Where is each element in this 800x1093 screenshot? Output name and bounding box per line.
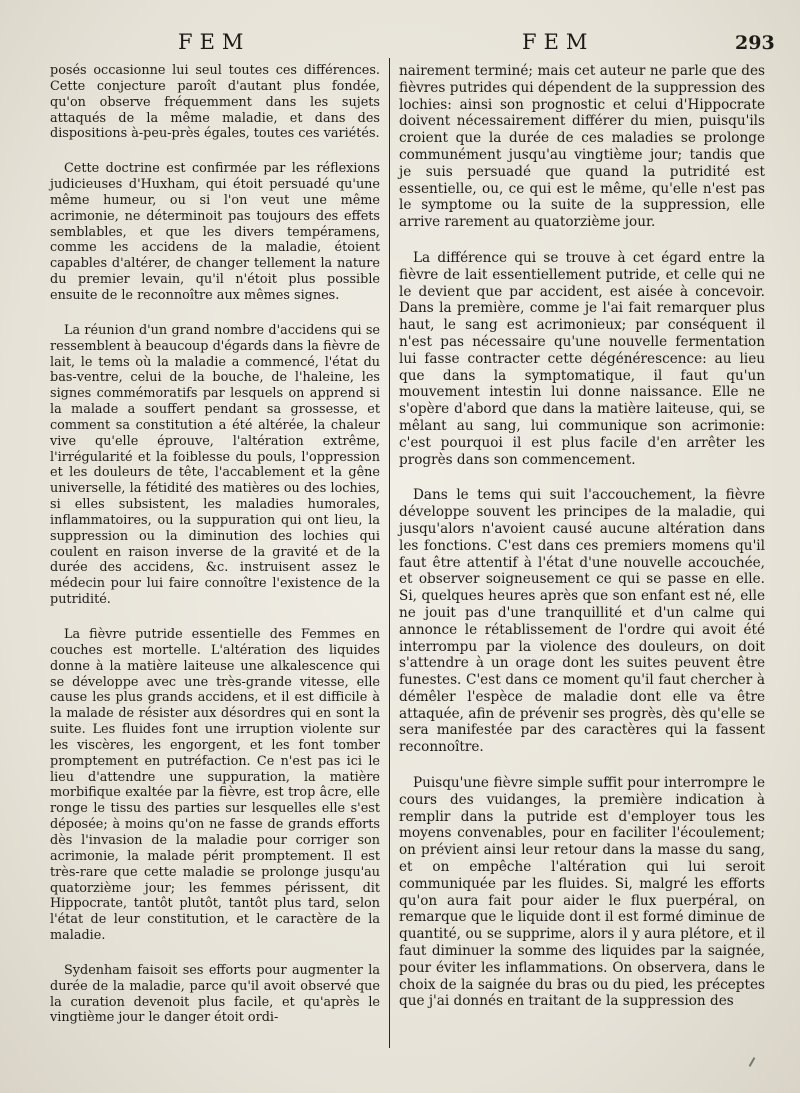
column-divider <box>389 58 390 1048</box>
paragraph: La différence qui se trouve à cet égard entre la fièvre de lait essentiellement putride, et celle qui ne le devient que par accident, est aisée à concevoir. Dans la première, comme je l'ai fait remarquer plus haut, le sang est acrimonieux; par conséquent il n'est pas nécessaire qu'une nouvelle fermentation lui fasse contracter cette dégénérescence: au lieu que dans la symptomatique, il faut qu'un mouvement intestin lui donne naissance. Elle ne s'opère d'abord que dans la matière laiteuse, qui, se mêlant au sang, lui communique son acrimonie: c'est pourquoi il est plus facile d'en arrêter les progrès dans son commencement. <box>399 249 765 468</box>
ink-mark <box>749 1057 756 1067</box>
paragraph: Puisqu'une fièvre simple suffit pour interrompre le cours des vuidanges, la première indication à remplir dans la putride est d'employer tous les moyens convenables, pour en faciliter l'écoulement; on prévient ainsi leur retour dans la masse du sang, et on empêche l'altération qui lui seroit communiquée par les fluides. Si, malgré les efforts qu'on aura fait pour aider le flux puerpéral, on remarque que le liquide dont il est formé diminue de quantité, ou se supprime, alors il y aura plétore, et il faut diminuer la somme des liquides par la saignée, pour éviter les inflammations. On observera, dans le choix de la saignée du bras ou du pied, les préceptes que j'ai donnés en traitant de la suppression des <box>399 775 765 1010</box>
paragraph: posés occasionne lui seul toutes ces différences. Cette conjecture paroît d'autant plus fondée, qu'on observe fréquemment dans les sujets attaqués de la même maladie, et dans des dispositions à-peu-près égales, toutes ces variétés. <box>50 63 380 142</box>
paragraph: La réunion d'un grand nombre d'accidens qui se ressemblent à beaucoup d'égards dans la fièvre de lait, le tems où la maladie a commencé, l'état du bas-ventre, celui de la bouche, de l'haleine, les signes commémoratifs par lesquels on apprend si la malade a souffert pendant sa grossesse, et comment sa constitution a été altérée, la chaleur vive qu'elle éprouve, l'altération extrême, l'irrégularité et la foiblesse du pouls, l'oppression et les douleurs de tête, l'accablement et la gêne universelle, la fétidité des matières ou des lochies, si elles subsistent, les maladies humorales, inflammatoires, ou la suppuration qui ont lieu, la suppression ou la diminution des lochies qui coulent en raison inverse de la gravité et de la durée des accidens, &c. instruisent assez le médecin pour lui faire connoître l'existence de la putridité. <box>50 322 380 608</box>
paragraph: La fièvre putride essentielle des Femmes en couches est mortelle. L'altération des liquides donne à la matière laiteuse une alkalescence qui se développe avec une très-grande vitesse, elle cause les plus grands accidens, et il est difficile à la malade de résister aux désordres qui en sont la suite. Les fluides font une irruption violente sur les viscères, les engorgent, et les font tomber promptement en putréfaction. Ce n'est pas ici le lieu d'attendre une suppuration, la matière morbifique exaltée par la fièvre, est trop âcre, elle ronge le tissu des parties sur lesquelles elle s'est déposée; à moins qu'on ne fasse de grands efforts dès l'invasion de la maladie pour corriger son acrimonie, la malade périt promptement. Il est très-rare que cette maladie se prolonge jusqu'au quatorzième jour; les femmes périssent, dit Hippocrate, tantôt plutôt, tantôt plus tard, selon l'état de leur constitution, et le caractère de la maladie. <box>50 627 380 944</box>
paragraph: Cette doctrine est confirmée par les réflexions judicieuses d'Huxham, qui étoit persuadé qu'une même humeur, ou si l'on veut une même acrimonie, ne déterminoit pas toujours des effets semblables, et que les divers tempéramens, comme les accidens de la maladie, étoient capables d'altérer, de changer tellement la nature du premier levain, qu'il n'étoit plus possible ensuite de le reconnoître aux mêmes signes. <box>50 161 380 303</box>
paragraph: Dans le tems qui suit l'accouchement, la fièvre développe souvent les principes de la maladie, qui jusqu'alors n'avoient causé aucune altération dans les fonctions. C'est dans ces premiers momens qu'il faut être attentif à l'état d'une nouvelle accouchée, et observer soigneusement ce qui se passe en elle. Si, quelques heures après que son enfant est né, elle ne jouit pas d'une tranquillité et d'un calme qui annonce le rétablissement de l'ordre qui avoit été interrompu par la violence des douleurs, on doit s'attendre à un orage dont les suites peuvent être funestes. C'est dans ce moment qu'il faut chercher à démêler l'espèce de maladie dont elle va être attaquée, afin de prévenir ses progrès, dès qu'elle se sera manifestée par des caractères qui la fassent reconnoître. <box>399 487 765 756</box>
paragraph: nairement terminé; mais cet auteur ne parle que des fièvres putrides qui dépendent de la suppression des lochies: ainsi son prognostic et celui d'Hippocrate doivent nécessairement différer du mien, puisqu'ils croient que la durée de ces maladies se prolonge communément jusqu'au vingtième jour; tandis que je suis persuadé que quand la putridité est essentielle, ou, ce qui est le même, qu'elle n'est pas le symptome ou la suite de la suppression, elle arrive rarement au quatorzième jour. <box>399 63 765 231</box>
running-head-left: FEM <box>178 30 251 54</box>
running-header <box>0 30 800 60</box>
paragraph: Sydenham faisoit ses efforts pour augmenter la durée de la maladie, parce qu'il avoit observé que la curation devenoit plus facile, et qu'après le vingtième jour le danger étoit ordi- <box>50 962 380 1026</box>
right-column <box>399 63 765 1010</box>
left-column <box>50 63 380 1026</box>
page-number: 293 <box>735 32 775 54</box>
running-head-right: FEM <box>522 30 595 54</box>
